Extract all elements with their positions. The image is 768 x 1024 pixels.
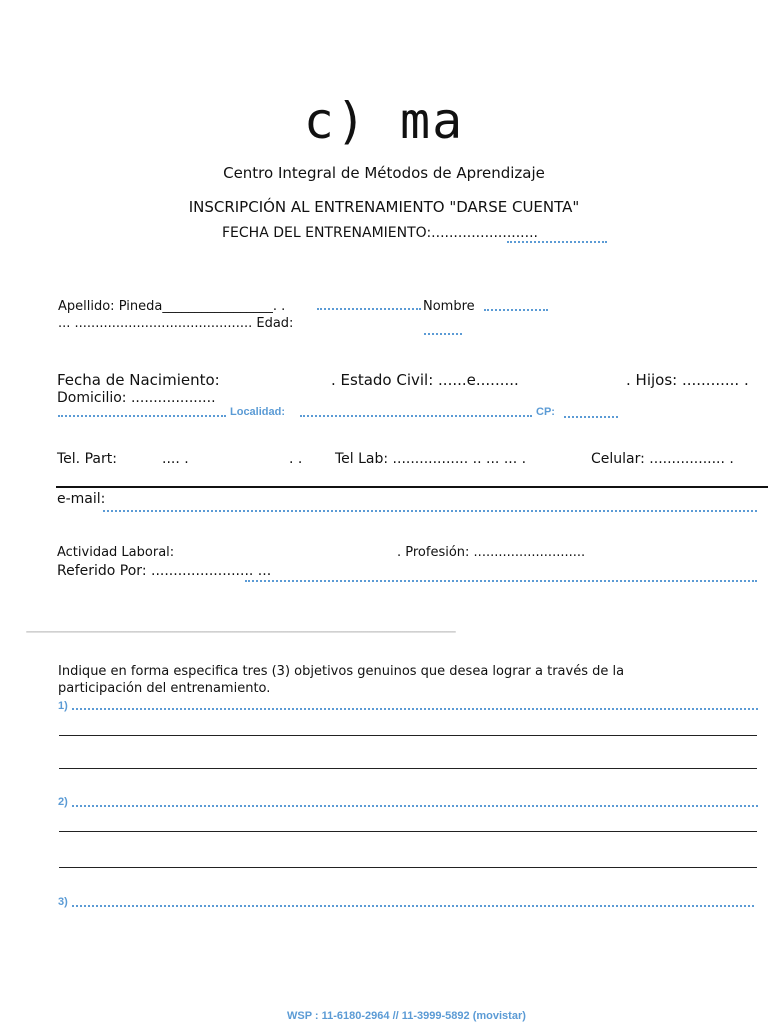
work-activity-label: Actividad Laboral: xyxy=(57,545,175,560)
training-date-label: FECHA DEL ENTRENAMIENTO:........................ xyxy=(222,225,538,241)
objective-2-line-b[interactable] xyxy=(59,867,757,868)
home-phone-value: .... . xyxy=(162,451,189,467)
home-phone-label: Tel. Part: xyxy=(57,451,117,467)
profession-label: . Profesión: ........................... xyxy=(397,545,586,560)
logo: c) ma xyxy=(303,92,465,150)
name-label: Nombre xyxy=(423,299,475,314)
address-label: Domicilio: ................... xyxy=(57,390,216,406)
objective-1-line-a[interactable] xyxy=(59,735,757,736)
objectives-instruction-line2: participación del entrenamiento. xyxy=(58,681,271,696)
name-field[interactable] xyxy=(484,309,548,311)
section-divider xyxy=(56,486,768,488)
objective-2-number: 2) xyxy=(58,796,68,808)
objective-1-number: 1) xyxy=(58,700,68,712)
age-line: ... ........................................... Edad: xyxy=(58,316,294,331)
locality-field[interactable] xyxy=(300,415,532,417)
org-name: Centro Integral de Métodos de Aprendizaje xyxy=(223,164,545,182)
surname-label: Apellido: Pineda_________________. . xyxy=(58,299,286,314)
form-title: INSCRIPCIÓN AL ENTRENAMIENTO "DARSE CUENTA" xyxy=(188,198,580,216)
objective-3-field[interactable] xyxy=(72,905,754,907)
gray-divider xyxy=(26,631,456,633)
objective-2-line-a[interactable] xyxy=(59,831,757,832)
objective-3-number: 3) xyxy=(58,896,68,908)
birth-date-label: Fecha de Nacimiento: xyxy=(57,371,220,389)
postal-code-label: CP: xyxy=(536,406,555,418)
home-phone-dots: . . xyxy=(289,451,303,467)
cell-phone-label: Celular: ................. . xyxy=(591,451,734,467)
training-date-field[interactable] xyxy=(507,241,607,243)
address-field[interactable] xyxy=(58,415,226,417)
email-field[interactable] xyxy=(103,510,757,512)
referred-by-field[interactable] xyxy=(245,580,757,582)
postal-code-field[interactable] xyxy=(564,416,618,418)
objective-1-field[interactable] xyxy=(72,708,758,710)
email-label: e-mail: xyxy=(57,491,106,507)
referred-by-label: Referido Por: ....................... ... xyxy=(57,563,272,579)
locality-label: Localidad: xyxy=(230,406,286,418)
footer-contact: WSP : 11-6180-2964 // 11-3999-5892 (movistar) xyxy=(287,1010,526,1022)
age-field[interactable] xyxy=(424,333,462,335)
objectives-instruction-line1: Indique en forma especifica tres (3) objetivos genuinos que desea lograr a través de la xyxy=(58,664,625,679)
objective-2-field[interactable] xyxy=(72,805,758,807)
work-phone-label: Tel Lab: ................. .. ... ... . xyxy=(335,451,527,467)
civil-status-label: . Estado Civil: ......e......... xyxy=(331,371,519,389)
children-label: . Hijos: ............ . xyxy=(626,371,749,389)
objective-1-line-b[interactable] xyxy=(59,768,757,769)
surname-field[interactable] xyxy=(317,308,421,310)
